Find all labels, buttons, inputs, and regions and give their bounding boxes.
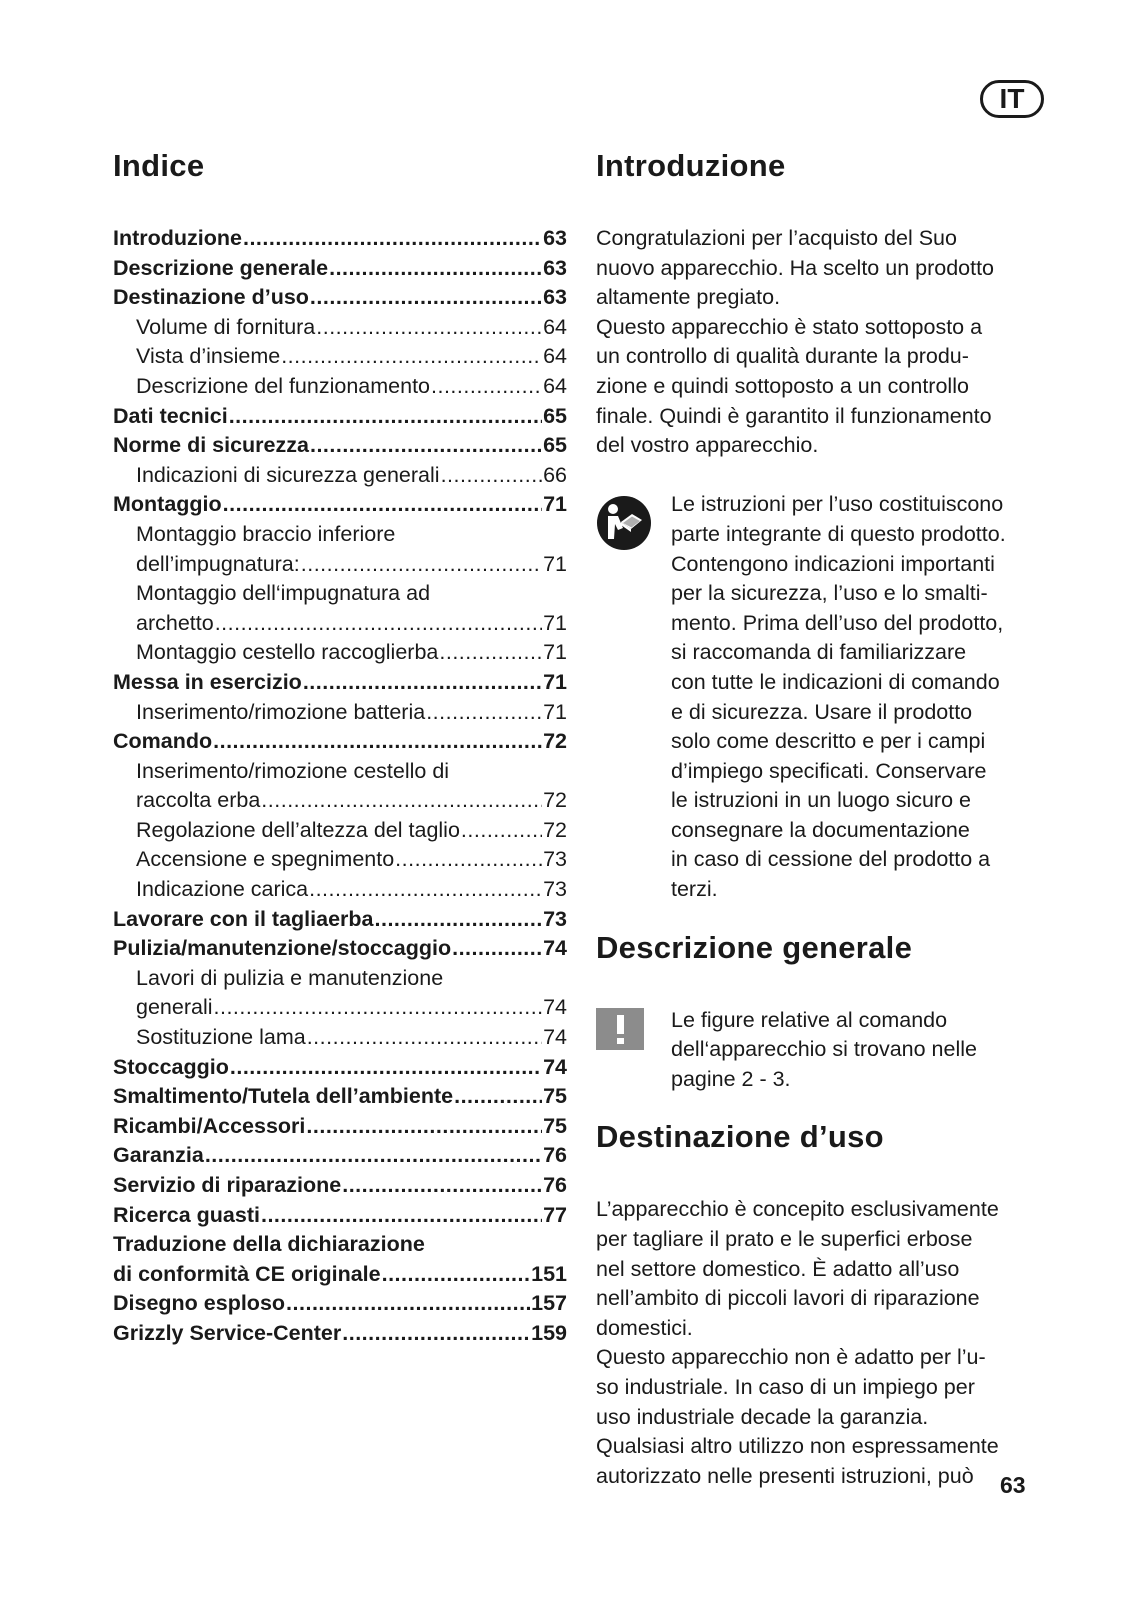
toc-entry-title: Montaggio: [113, 492, 222, 517]
toc-entry-title: Montaggio braccio inferiore: [136, 521, 396, 546]
toc-entry-title: Pulizia/manutenzione/stoccaggio: [113, 936, 452, 961]
toc-entry-page: 72: [543, 729, 567, 754]
toc-entry: [113, 993, 567, 1023]
toc-entry-title: Inserimento/rimozione cestello di: [136, 758, 450, 783]
toc-leader-dots: [213, 727, 542, 757]
toc-entry-title: Dati tecnici: [113, 403, 228, 428]
toc-leader-dots: [214, 993, 543, 1023]
toc-entry-page: 71: [543, 551, 567, 576]
toc-entry-page: 74: [543, 1025, 567, 1050]
toc-list: [113, 224, 567, 1349]
text-line: nuovo apparecchio. Ha scelto un prodotto: [596, 255, 995, 280]
toc-entry-title: Descrizione del funzionamento: [136, 373, 430, 398]
toc-entry-title: Indicazione carica: [136, 877, 309, 902]
text-line: nell’ambito di piccoli lavori di riparazione: [596, 1286, 980, 1311]
toc-leader-dots: [426, 698, 542, 728]
toc-entry-page: 64: [543, 373, 567, 398]
text-line: mento. Prima dell’uso del prodotto,: [671, 610, 1004, 635]
toc-entry-page: 77: [543, 1202, 567, 1227]
toc-entry-title: Lavori di pulizia e manutenzione: [136, 965, 444, 990]
toc-entry-title: Inserimento/rimozione batteria: [136, 699, 426, 724]
toc-entry: [113, 638, 567, 668]
text-line: con tutte le indicazioni di comando: [671, 669, 1000, 694]
toc-entry: [113, 372, 567, 402]
toc-entry-page: 71: [543, 699, 567, 724]
toc-entry: [113, 668, 567, 698]
toc-entry: [113, 254, 567, 284]
toc-entry-page: 65: [543, 433, 567, 458]
toc-leader-dots: [230, 1053, 542, 1083]
text-line: si raccomanda di familiarizzare: [671, 640, 967, 665]
toc-entry-page: 64: [543, 314, 567, 339]
toc-leader-dots: [375, 905, 543, 935]
manual-note-text: [671, 490, 1048, 904]
toc-entry-title: Vista d’insieme: [136, 344, 281, 369]
toc-entry-page: 159: [531, 1320, 567, 1345]
read-manual-icon: [596, 495, 652, 551]
text-line: terzi.: [671, 877, 718, 902]
toc-entry-title: Traduzione della dichiarazione: [113, 1232, 425, 1257]
toc-entry-page: 73: [543, 906, 567, 931]
toc-entry: [113, 402, 567, 432]
toc-leader-dots: [461, 816, 542, 846]
toc-leader-dots: [382, 1260, 531, 1290]
toc-entry-page: 76: [543, 1173, 567, 1197]
toc-entry: [113, 786, 567, 816]
toc-entry: [113, 1319, 567, 1349]
toc-entry-title: Smaltimento/Tutela dell’ambiente: [113, 1084, 454, 1109]
toc-entry-page: 73: [543, 847, 567, 872]
toc-entry-page: 63: [543, 226, 567, 250]
general-description-heading: Descrizione generale: [596, 929, 913, 965]
toc-leader-dots: [454, 1082, 542, 1112]
toc-entry: [113, 757, 567, 787]
toc-entry: [113, 461, 567, 491]
toc-entry: [113, 1053, 567, 1083]
toc-entry: [113, 1260, 567, 1290]
text-line: L’apparecchio è concepito esclusivamente: [596, 1197, 999, 1222]
toc-leader-dots: [215, 609, 542, 639]
toc-entry-page: 73: [543, 877, 567, 902]
toc-leader-dots: [310, 283, 542, 313]
text-line: so industriale. In caso di un impiego per: [596, 1375, 975, 1399]
text-line: in caso di cessione del prodotto a: [671, 847, 991, 872]
toc-leader-dots: [310, 431, 542, 461]
toc-entry-title: Accensione e spegnimento: [136, 847, 395, 872]
page-number: 63: [1000, 1472, 1026, 1498]
toc-entry-title: Descrizione generale: [113, 255, 329, 280]
text-line: un controllo di qualità durante la produ-: [596, 344, 969, 369]
toc-leader-dots: [306, 1112, 542, 1142]
toc-entry: [113, 1201, 567, 1231]
intended-use-heading: Destinazione d’uso: [596, 1119, 884, 1155]
toc-leader-dots: [205, 1141, 542, 1171]
toc-entry: [113, 727, 567, 757]
toc-leader-dots: [309, 875, 542, 905]
text-line: Qualsiasi altro utilizzo non espressamente: [596, 1434, 999, 1459]
text-line: del vostro apparecchio.: [596, 433, 819, 458]
toc-leader-dots: [431, 372, 542, 402]
table-of-contents: [113, 150, 567, 1370]
toc-leader-dots: [281, 342, 542, 372]
text-line: e di sicurezza. Usare il prodotto: [671, 699, 973, 724]
toc-entry-title: Norme di sicurezza: [113, 433, 309, 458]
text-line: uso industriale decade la garanzia.: [596, 1404, 929, 1429]
text-line: Questo apparecchio non è adatto per l’u-: [596, 1345, 986, 1370]
text-line: pagine 2 - 3.: [671, 1066, 791, 1091]
toc-leader-dots: [303, 668, 542, 698]
text-line: Congratulazioni per l’acquisto del Suo: [596, 226, 957, 250]
toc-entry-title: Lavorare con il tagliaerba: [113, 906, 374, 931]
toc-entry-page: 65: [543, 403, 567, 428]
intro-heading: Introduzione: [596, 148, 786, 183]
toc-entry: [113, 1141, 567, 1171]
text-line: dell‘apparecchio si trovano nelle: [671, 1037, 977, 1062]
toc-entry: [113, 845, 567, 875]
text-line: d’impiego specificati. Conservare: [671, 758, 987, 783]
toc-entry: [113, 283, 567, 313]
toc-entry-page: 63: [543, 255, 567, 280]
toc-entry: [113, 698, 567, 728]
toc-leader-dots: [395, 845, 542, 875]
toc-entry-page: 63: [543, 285, 567, 310]
toc-entry-title: Servizio di riparazione: [113, 1173, 342, 1197]
toc-entry-title: Introduzione: [113, 226, 242, 250]
toc-entry-title: Volume di fornitura: [136, 314, 316, 339]
toc-leader-dots: [261, 786, 542, 816]
toc-entry-title: Messa in esercizio: [113, 669, 302, 694]
toc-entry-page: 71: [543, 669, 567, 694]
toc-entry: [113, 1082, 567, 1112]
toc-entry: [113, 609, 567, 639]
toc-entry: [113, 934, 567, 964]
toc-leader-dots: [342, 1319, 530, 1349]
text-line: le istruzioni in un luogo sicuro e: [671, 788, 971, 813]
text-line: autorizzato nelle presenti istruzioni, può: [596, 1463, 974, 1488]
toc-entry: [113, 1230, 567, 1260]
toc-entry-page: 72: [543, 817, 567, 842]
toc-entry: [113, 1023, 567, 1053]
toc-leader-dots: [229, 402, 542, 432]
toc-entry-page: 76: [543, 1143, 567, 1168]
manual-note: [596, 490, 1048, 904]
toc-entry-title: archetto: [136, 610, 214, 635]
toc-entry: [113, 579, 567, 609]
toc-entry-title: Ricambi/Accessori: [113, 1113, 306, 1138]
text-line: solo come descritto e per i campi: [671, 729, 986, 754]
toc-entry-page: 151: [531, 1261, 567, 1286]
toc-entry-title: dell’impugnatura:: [136, 551, 300, 576]
toc-entry-page: 71: [543, 492, 567, 517]
toc-entry-title: Montaggio dell‘impugnatura ad: [136, 581, 431, 606]
text-line: finale. Quindi è garantito il funzionamento: [596, 403, 992, 428]
toc-entry-title: Indicazioni di sicurezza generali: [136, 462, 440, 487]
toc-entry-title: Disegno esploso: [113, 1291, 286, 1316]
text-line: per tagliare il prato e le superfici erbose: [596, 1227, 973, 1252]
toc-entry-page: 71: [543, 640, 567, 665]
content-column: [596, 150, 1048, 1491]
toc-entry-page: 66: [543, 462, 567, 487]
text-line: zione e quindi sottoposto a un controllo: [596, 373, 969, 398]
toc-entry-title: generali: [136, 995, 213, 1020]
text-line: Le figure relative al comando: [671, 1007, 948, 1032]
text-line: altamente pregiato.: [596, 285, 781, 310]
toc-entry-title: Garanzia: [113, 1143, 204, 1168]
text-line: Le istruzioni per l’uso costituiscono: [671, 492, 1004, 517]
toc-leader-dots: [261, 1201, 542, 1231]
toc-entry: [113, 964, 567, 994]
toc-leader-dots: [223, 490, 542, 520]
toc-entry-page: 74: [543, 1054, 567, 1079]
toc-entry-page: 74: [543, 995, 567, 1020]
toc-entry-title: Sostituzione lama: [136, 1025, 306, 1050]
toc-leader-dots: [286, 1289, 530, 1319]
toc-entry: [113, 1171, 567, 1201]
toc-leader-dots: [301, 550, 542, 580]
toc-entry-page: 74: [543, 936, 567, 961]
toc-entry-page: 64: [543, 344, 567, 369]
toc-entry: [113, 224, 567, 254]
toc-entry: [113, 816, 567, 846]
toc-leader-dots: [439, 638, 542, 668]
toc-leader-dots: [441, 461, 543, 491]
toc-entry-page: 75: [543, 1084, 567, 1109]
toc-entry-title: raccolta erba: [136, 788, 261, 813]
toc-leader-dots: [307, 1023, 542, 1053]
text-line: Contengono indicazioni importanti: [671, 551, 995, 576]
toc-leader-dots: [329, 254, 542, 284]
toc-entry-title: Ricerca guasti: [113, 1202, 260, 1227]
toc-entry-page: 71: [543, 610, 567, 635]
exclamation-warning-icon: [596, 1008, 644, 1050]
text-line: parte integrante di questo prodotto.: [671, 521, 1006, 546]
text-line: per la sicurezza, l’uso e lo smalti-: [671, 581, 988, 606]
toc-entry: [113, 313, 567, 343]
text-line: domestici.: [596, 1315, 693, 1340]
toc-entry-page: 157: [531, 1291, 567, 1316]
toc-entry-title: Stoccaggio: [113, 1054, 229, 1079]
toc-leader-dots: [243, 224, 542, 254]
toc-entry-title: Montaggio cestello raccoglierba: [136, 640, 439, 665]
toc-entry: [113, 490, 567, 520]
text-line: consegnare la documentazione: [671, 817, 970, 842]
toc-entry: [113, 431, 567, 461]
toc-entry-page: 75: [543, 1113, 567, 1138]
intro-paragraph: [596, 224, 1048, 461]
toc-entry: [113, 905, 567, 935]
toc-entry-page: 72: [543, 788, 567, 813]
toc-entry-title: di conformità CE originale: [113, 1261, 381, 1286]
toc-entry: [113, 342, 567, 372]
general-note-text: [671, 1006, 1048, 1095]
toc-entry-title: Comando: [113, 729, 213, 754]
language-badge: IT: [980, 80, 1044, 118]
toc-leader-dots: [342, 1171, 542, 1201]
toc-entry-title: Grizzly Service-Center: [113, 1320, 342, 1345]
toc-leader-dots: [452, 934, 542, 964]
toc-title: Indice: [113, 148, 205, 183]
intended-use-paragraph: [596, 1195, 1048, 1491]
toc-entry-title: Regolazione dell’altezza del taglio: [136, 817, 460, 842]
toc-entry: [113, 1112, 567, 1142]
toc-entry: [113, 520, 567, 550]
toc-leader-dots: [316, 313, 542, 343]
toc-entry: [113, 550, 567, 580]
toc-entry-title: Destinazione d’uso: [113, 285, 309, 310]
text-line: nel settore domestico. È adatto all’uso: [596, 1256, 960, 1281]
general-note: [596, 1006, 1048, 1095]
text-line: Questo apparecchio è stato sottoposto a: [596, 314, 983, 339]
toc-entry: [113, 1289, 567, 1319]
toc-entry: [113, 875, 567, 905]
